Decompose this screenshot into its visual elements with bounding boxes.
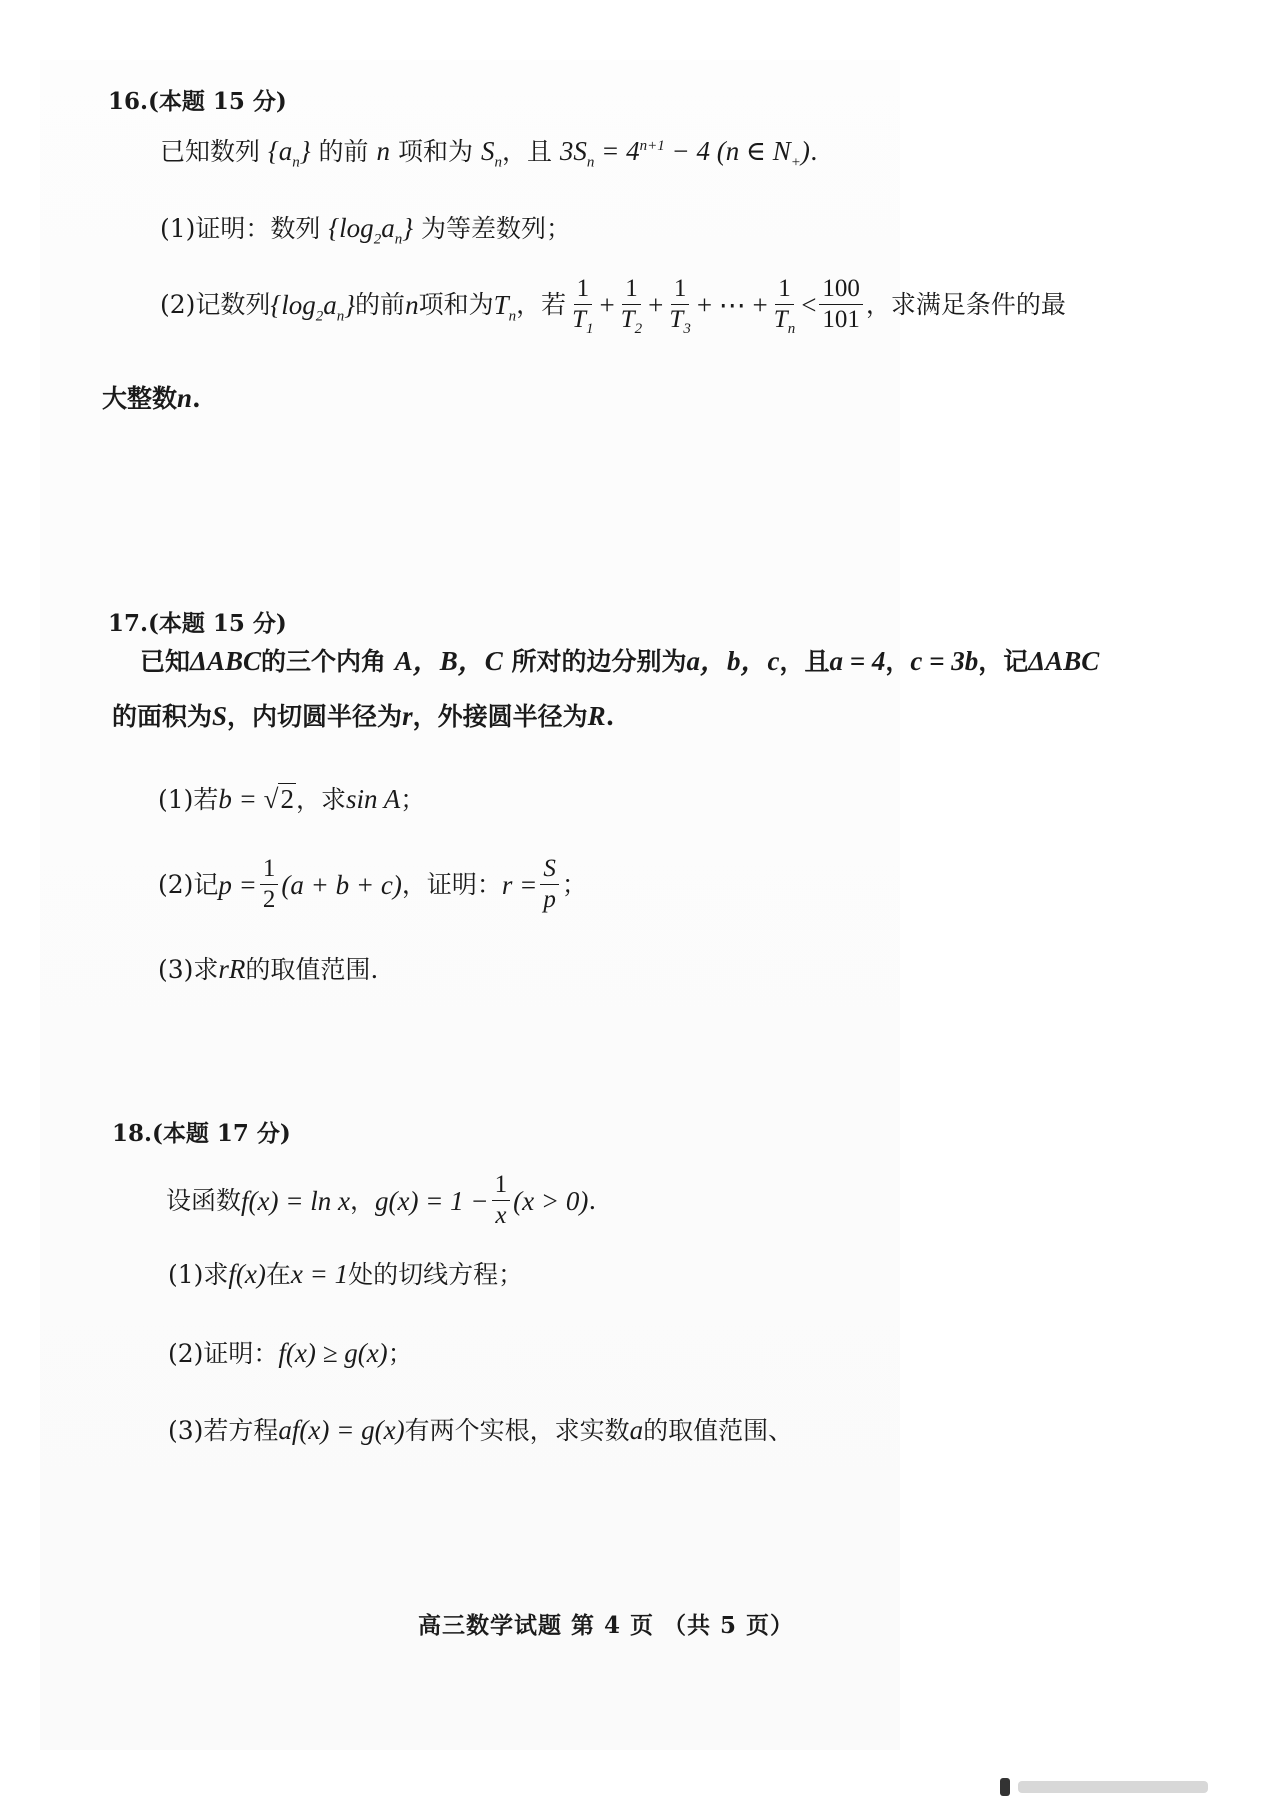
q17-part3: (3)求rR的取值范围.	[158, 954, 379, 984]
q18-header	[112, 1120, 291, 1148]
q16-frac-1-Tn: $\frac{1}{T_n}$	[773, 275, 796, 338]
q17-intro-line2: 的面积为S，内切圆半径为r，外接圆半径为R.	[112, 701, 615, 731]
q18-intro: 设函数 f(x) = ln x ， g(x) = 1 − $\frac{1}{x}$ (x > 0) .	[166, 1171, 597, 1230]
scrollbar-track[interactable]	[1018, 1781, 1208, 1793]
q16-frac-1-T1: $\frac{1}{T_1}$	[572, 275, 594, 338]
q16-p1-log-seq: $\{\log_2a_n\}$	[328, 213, 413, 248]
page-footer: 高三数学试题 第 4 页 （共 5 页）	[418, 1612, 795, 1639]
q16-sum-sn: $S_n$	[480, 136, 502, 171]
q17-frac-S-p: $\frac{S}{p}$	[540, 856, 559, 914]
q18-part1: (1)求f(x)在x = 1处的切线方程；	[168, 1259, 524, 1289]
q16-score: (本题 15 分)	[148, 88, 287, 115]
q17-part2: (2)记 p = $\frac{1}{2}$ (a + b + c) ，证明： r = $\frac{S}{p}$ ；	[158, 855, 587, 914]
q16-main-formula: $3S_n = 4^{n+1} - 4$ (n ∈ $N_+$)	[559, 136, 810, 171]
q16-seq-an: $\{a_n\}$	[267, 136, 311, 171]
q16-intro: 已知数列 $\{a_n\}$ 的前 n 项和为 $S_n$，且 $3S_n = 4^{n+1} - 4$ (n ∈ $N_+$).	[160, 136, 818, 171]
q16-part2-wrap: 大整数n.	[102, 383, 201, 413]
q16-part2: (2)记数列 $\{\log_2a_n\}$ 的前 n 项和为 $T_n$ ，若 $\frac{1}{T_1}$ + $\frac{1}{T_2}$ + $\frac{1}{T_3}$ + ⋯ + $\frac{1}{T_n}$ < $\frac{100}{101}$ ，求满足条件的最	[160, 275, 1066, 338]
q16-number: 16.	[108, 88, 149, 115]
q18-part2: (2)证明：f(x) ≥ g(x)；	[168, 1338, 413, 1368]
sqrt-sign-icon: √	[263, 784, 279, 814]
q18-number: 18.	[112, 1120, 153, 1147]
q18-frac-1-x: $\frac{1}{x}$	[492, 1172, 511, 1230]
q17-part1: (1)若b = √2，求sin A；	[158, 784, 426, 814]
q18-part3: (3)若方程af(x) = g(x)有两个实根，求实数a的取值范围、	[168, 1415, 794, 1445]
q16-frac-100-101: $\frac{100}{101}$	[819, 276, 863, 334]
q18-score: (本题 17 分)	[152, 1120, 291, 1147]
q17-number: 17.	[108, 610, 149, 637]
q16-p2-log-seq: $\{\log_2a_n\}$	[270, 289, 356, 324]
q17-score: (本题 15 分)	[148, 610, 287, 637]
q17-header	[108, 610, 287, 638]
q17-intro-line1: 已知ΔABC的三个内角 A，B，C 所对的边分别为a，b，c，且a = 4，c = 3b，记ΔABC	[140, 646, 1100, 676]
horizontal-scrollbar[interactable]	[1000, 1777, 1236, 1797]
q16-part1: (1)证明：数列 $\{\log_2a_n\}$ 为等差数列；	[160, 213, 571, 248]
q16-frac-1-T3: $\frac{1}{T_3}$	[669, 275, 691, 338]
q17-frac-half: $\frac{1}{2}$	[260, 856, 279, 914]
scrollbar-thumb[interactable]	[1000, 1778, 1010, 1796]
q16-header	[108, 88, 287, 116]
q16-frac-1-T2: $\frac{1}{T_2}$	[620, 275, 643, 338]
